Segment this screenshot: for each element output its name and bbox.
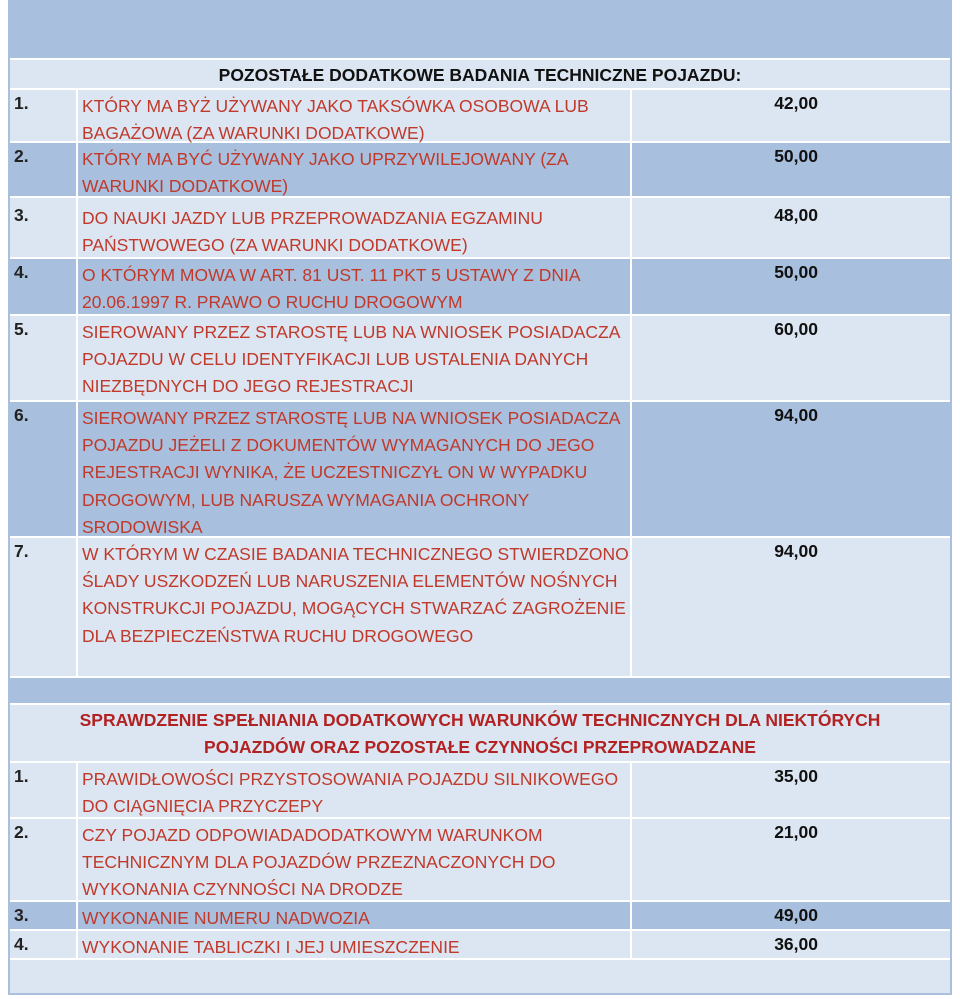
row-price: 50,00 xyxy=(774,146,818,166)
table-row xyxy=(10,819,950,902)
row-number: 1. xyxy=(14,93,29,113)
row-description: PRAWIDŁOWOŚCI PRZYSTOSOWANIA POJAZDU SILNIKOWEGO DO CIĄGNIĘCIA PRZYCZEPY xyxy=(82,769,619,817)
row-price: 42,00 xyxy=(774,93,818,113)
empty-row xyxy=(10,678,950,705)
row-number: 2. xyxy=(14,822,29,842)
row-price: 94,00 xyxy=(774,405,818,425)
table-row xyxy=(10,90,950,143)
section-title: POZOSTAŁE DODATKOWE BADANIA TECHNICZNE POJAZDU: xyxy=(218,65,742,85)
table-row xyxy=(10,538,950,678)
row-description: CZY POJAZD ODPOWIADADODATKOWYM WARUNKOM TECHNICZNYM DLA POJAZDÓW PRZEZNACZONYCH DO WYKONANIA CZYNNOŚCI NA DRODZE xyxy=(82,825,556,900)
row-price: 35,00 xyxy=(774,766,818,786)
table-row xyxy=(10,763,950,819)
row-price: 48,00 xyxy=(774,205,818,225)
row-description: DO NAUKI JAZDY LUB PRZEPROWADZANIA EGZAMINU PAŃSTWOWEGO (ZA WARUNKI DODATKOWE) xyxy=(82,208,543,256)
row-price: 94,00 xyxy=(774,541,818,561)
row-description: O KTÓRYM MOWA W ART. 81 UST. 11 PKT 5 USTAWY Z DNIA 20.06.1997 R. PRAWO O RUCHU DROGOWYM xyxy=(82,265,580,313)
row-description: KTÓRY MA BYŻ UŻYWANY JAKO TAKSÓWKA OSOBOWA LUB BAGAŻOWA (ZA WARUNKI DODATKOWE) xyxy=(82,96,589,144)
row-description: SIEROWANY PRZEZ STAROSTĘ LUB NA WNIOSEK POSIADACZA POJAZDU JEŻELI Z DOKUMENTÓW WYMAGANYCH DO JEGO REJESTRACJI WYNIKA, ŻE UCZESTNICZYŁ ON W WYPADKU DROGOWYM, LUB NARUSZA WYMAGANIA OCHRONY SRODOWISKA xyxy=(82,408,620,537)
row-number: 1. xyxy=(14,766,29,786)
row-price: 50,00 xyxy=(774,262,818,282)
table-row xyxy=(10,143,950,198)
section-title-line1: SPRAWDZENIE SPEŁNIANIA DODATKOWYCH WARUNKÓW TECHNICZNYCH DLA NIEKTÓRYCH xyxy=(79,710,881,730)
row-price: 49,00 xyxy=(774,905,818,925)
section-header-row xyxy=(10,60,950,90)
table-row xyxy=(10,902,950,931)
section-title-line2: POJAZDÓW ORAZ POZOSTAŁE CZYNNOŚCI PRZEPROWADZANE xyxy=(204,737,756,757)
row-number: 7. xyxy=(14,541,29,561)
row-number: 3. xyxy=(14,205,29,225)
row-price: 36,00 xyxy=(774,934,818,954)
row-number: 4. xyxy=(14,934,29,954)
row-description: KTÓRY MA BYĆ UŻYWANY JAKO UPRZYWILEJOWANY (ZA WARUNKI DODATKOWE) xyxy=(82,149,568,197)
empty-row xyxy=(10,2,950,60)
empty-row xyxy=(10,960,950,993)
row-number: 5. xyxy=(14,319,29,339)
row-description: W KTÓRYM W CZASIE BADANIA TECHNICZNEGO STWIERDZONO ŚLADY USZKODZEŃ LUB NARUSZENIA ELEMENTÓW NOŚNYCH KONSTRUKCJI POJAZDU, MOGĄCYCH STWARZAĆ ZAGROŻENIE DLA BEZPIECZEŃSTWA RUCHU DROGOWEGO xyxy=(82,544,629,646)
table-row xyxy=(10,402,950,538)
price-table xyxy=(8,0,952,995)
row-description: WYKONANIE TABLICZKI I JEJ UMIESZCZENIE xyxy=(82,937,460,957)
row-number: 2. xyxy=(14,146,29,166)
table-row xyxy=(10,931,950,960)
row-price: 60,00 xyxy=(774,319,818,339)
table-row xyxy=(10,198,950,259)
table-row xyxy=(10,316,950,402)
row-number: 4. xyxy=(14,262,29,282)
section-header-row xyxy=(10,705,950,763)
row-price: 21,00 xyxy=(774,822,818,842)
row-description: SIEROWANY PRZEZ STAROSTĘ LUB NA WNIOSEK POSIADACZA POJAZDU W CELU IDENTYFIKACJI LUB USTALENIA DANYCH NIEZBĘDNYCH DO JEGO REJESTRACJI xyxy=(82,322,620,397)
row-number: 6. xyxy=(14,405,29,425)
table-row xyxy=(10,259,950,316)
row-description: WYKONANIE NUMERU NADWOZIA xyxy=(82,908,370,928)
row-number: 3. xyxy=(14,905,29,925)
